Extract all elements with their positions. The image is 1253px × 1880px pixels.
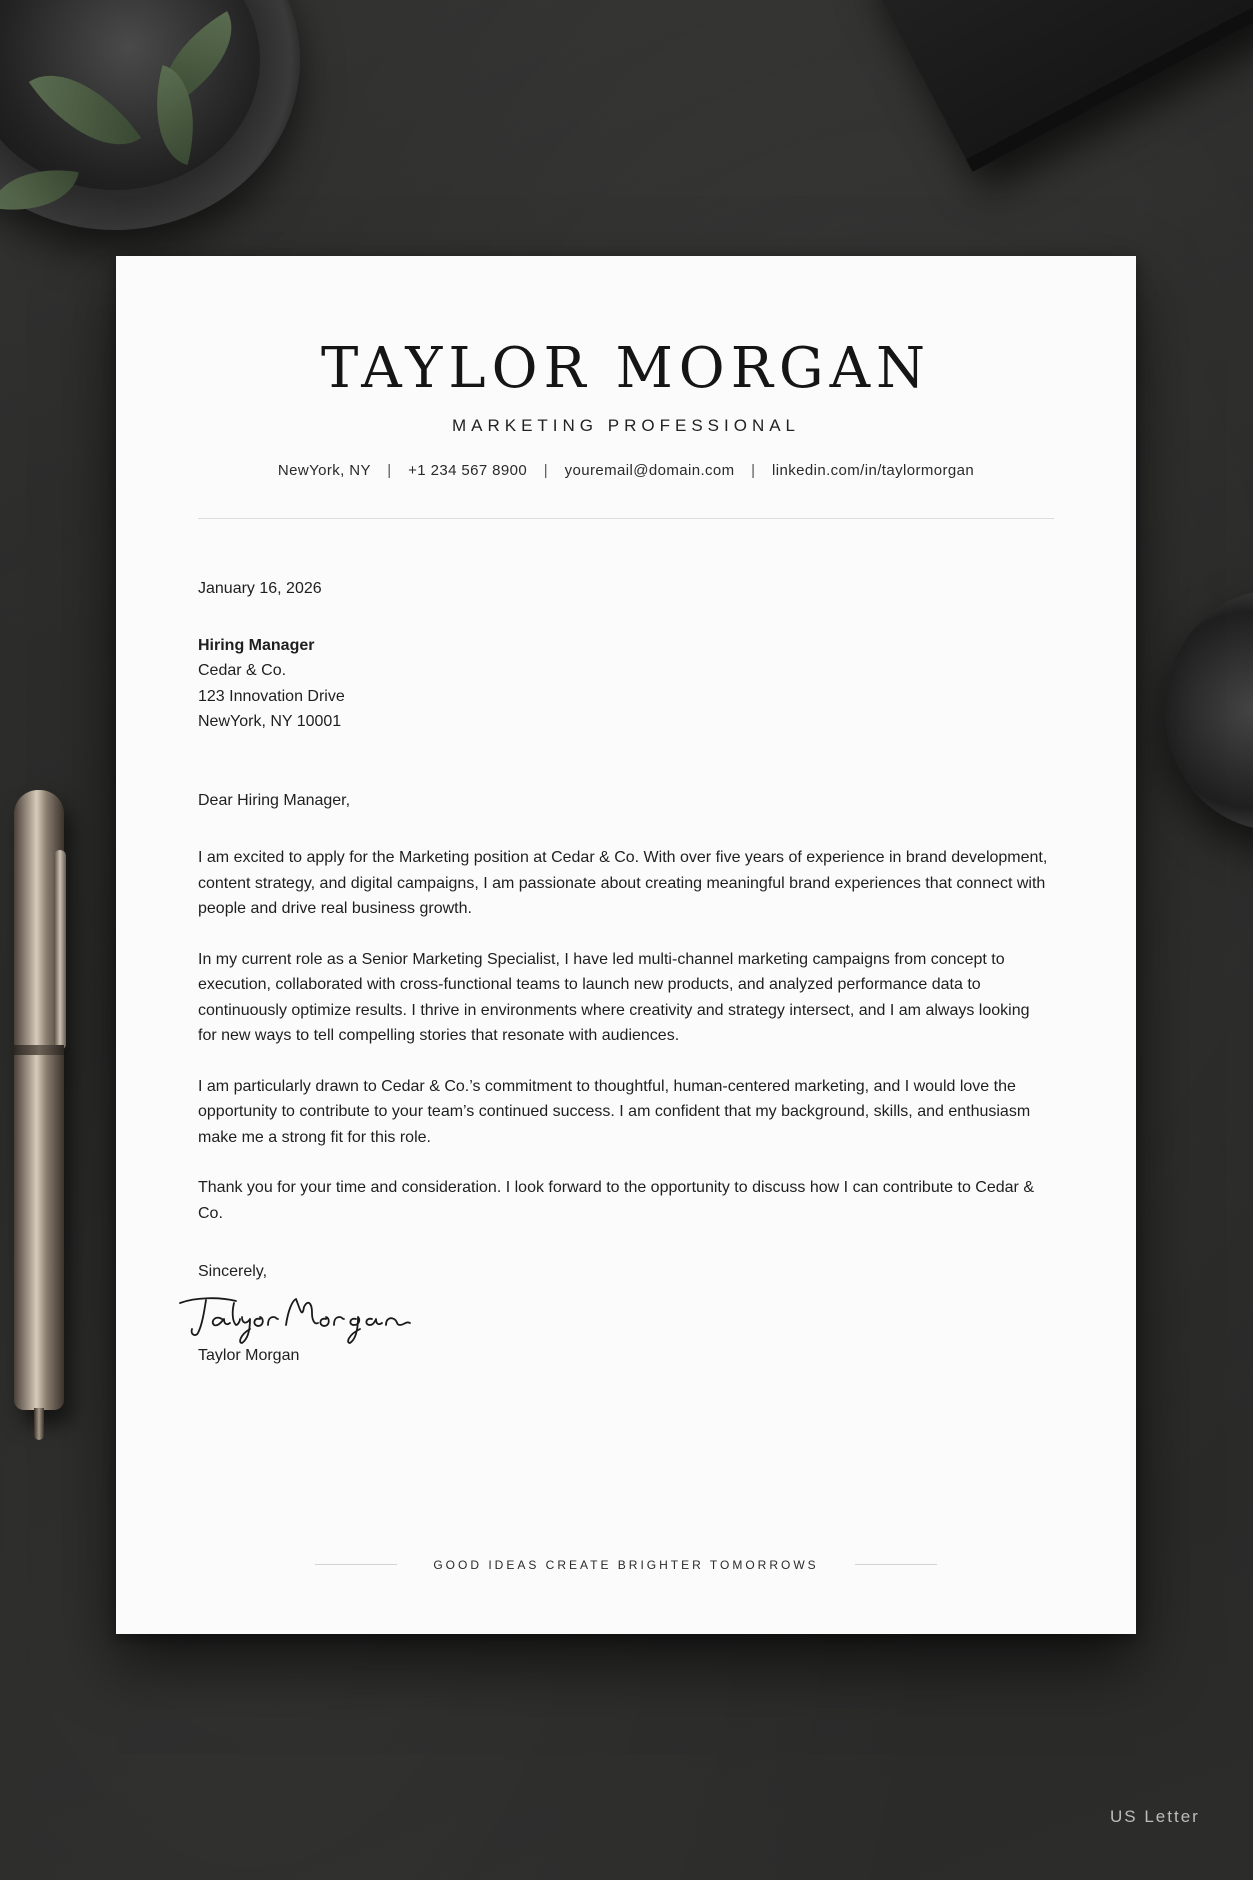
contact-separator: | — [543, 462, 549, 479]
letter-date: January 16, 2026 — [198, 580, 322, 597]
signed-name: Taylor Morgan — [198, 1346, 300, 1364]
pen — [14, 790, 64, 1410]
letter-body — [198, 576, 1048, 1368]
footer-rule-right — [855, 1564, 937, 1565]
recipient-name: Hiring Manager — [198, 636, 315, 654]
body-paragraph: I am particularly drawn to Cedar & Co.’s commitment to thoughtful, human-centered marketing, and I would love the opportunity to contribute to your team’s continued success. I am confident that my background, skills, and enthusiasm make me a strong fit for this role. — [198, 1077, 1031, 1146]
paper-size-label: US Letter — [1110, 1807, 1200, 1826]
body-paragraph: Thank you for your time and consideration. I look forward to the opportunity to discuss how I can contribute to Cedar & Co. — [198, 1179, 1034, 1222]
body-paragraph: In my current role as a Senior Marketing Specialist, I have led multi-channel marketing campaigns from concept to execution, collaborated with cross-functional teams to launch new products, and analyzed performance data to continuously optimize results. I thrive in environments where creativity and strategy intersect, and I am always looking for new ways to tell compelling stories that resonate with audiences. — [198, 950, 1030, 1044]
pen-clip — [54, 850, 66, 1050]
recipient-block — [198, 633, 1048, 735]
cover-letter-page — [116, 256, 1136, 1634]
black-notebook — [860, 0, 1253, 172]
contact-separator: | — [387, 462, 392, 479]
recipient-company: Cedar & Co. — [198, 662, 287, 679]
recipient-street: 123 Innovation Drive — [198, 687, 345, 705]
pen-tip — [34, 1408, 44, 1440]
notebook-edge — [966, 0, 1253, 172]
footer-rule-left — [315, 1564, 397, 1565]
contact-phone: +1 234 567 8900 — [408, 462, 528, 479]
body-paragraph: I am excited to apply for the Marketing position at Cedar & Co. With over five years of experience in brand development, content strategy, and digital campaigns, I am passionate about creating meaningful brand experiences that connect with people and drive real business growth. — [198, 849, 1048, 917]
closing: Sincerely, — [198, 1263, 268, 1280]
pen-band — [14, 1045, 64, 1055]
applicant-name: TAYLOR MORGAN — [320, 336, 932, 401]
handwritten-signature — [176, 1289, 446, 1345]
contact-linkedin: linkedin.com/in/taylormorgan — [772, 462, 975, 479]
greeting: Dear Hiring Manager, — [198, 791, 351, 809]
signature-drawing — [176, 1289, 446, 1345]
recipient-city: NewYork, NY 10001 — [198, 713, 342, 730]
footer — [116, 1556, 1136, 1574]
marble-bowl-right — [1165, 590, 1253, 830]
header-divider — [198, 518, 1054, 519]
contact-separator: | — [751, 462, 756, 479]
contact-line — [116, 462, 1136, 479]
footer-motto: GOOD IDEAS CREATE BRIGHTER TOMORROWS — [433, 1557, 819, 1572]
contact-email: youremail@domain.com — [564, 462, 735, 479]
applicant-title: MARKETING PROFESSIONAL — [451, 416, 801, 435]
contact-location: NewYork, NY — [277, 462, 371, 479]
